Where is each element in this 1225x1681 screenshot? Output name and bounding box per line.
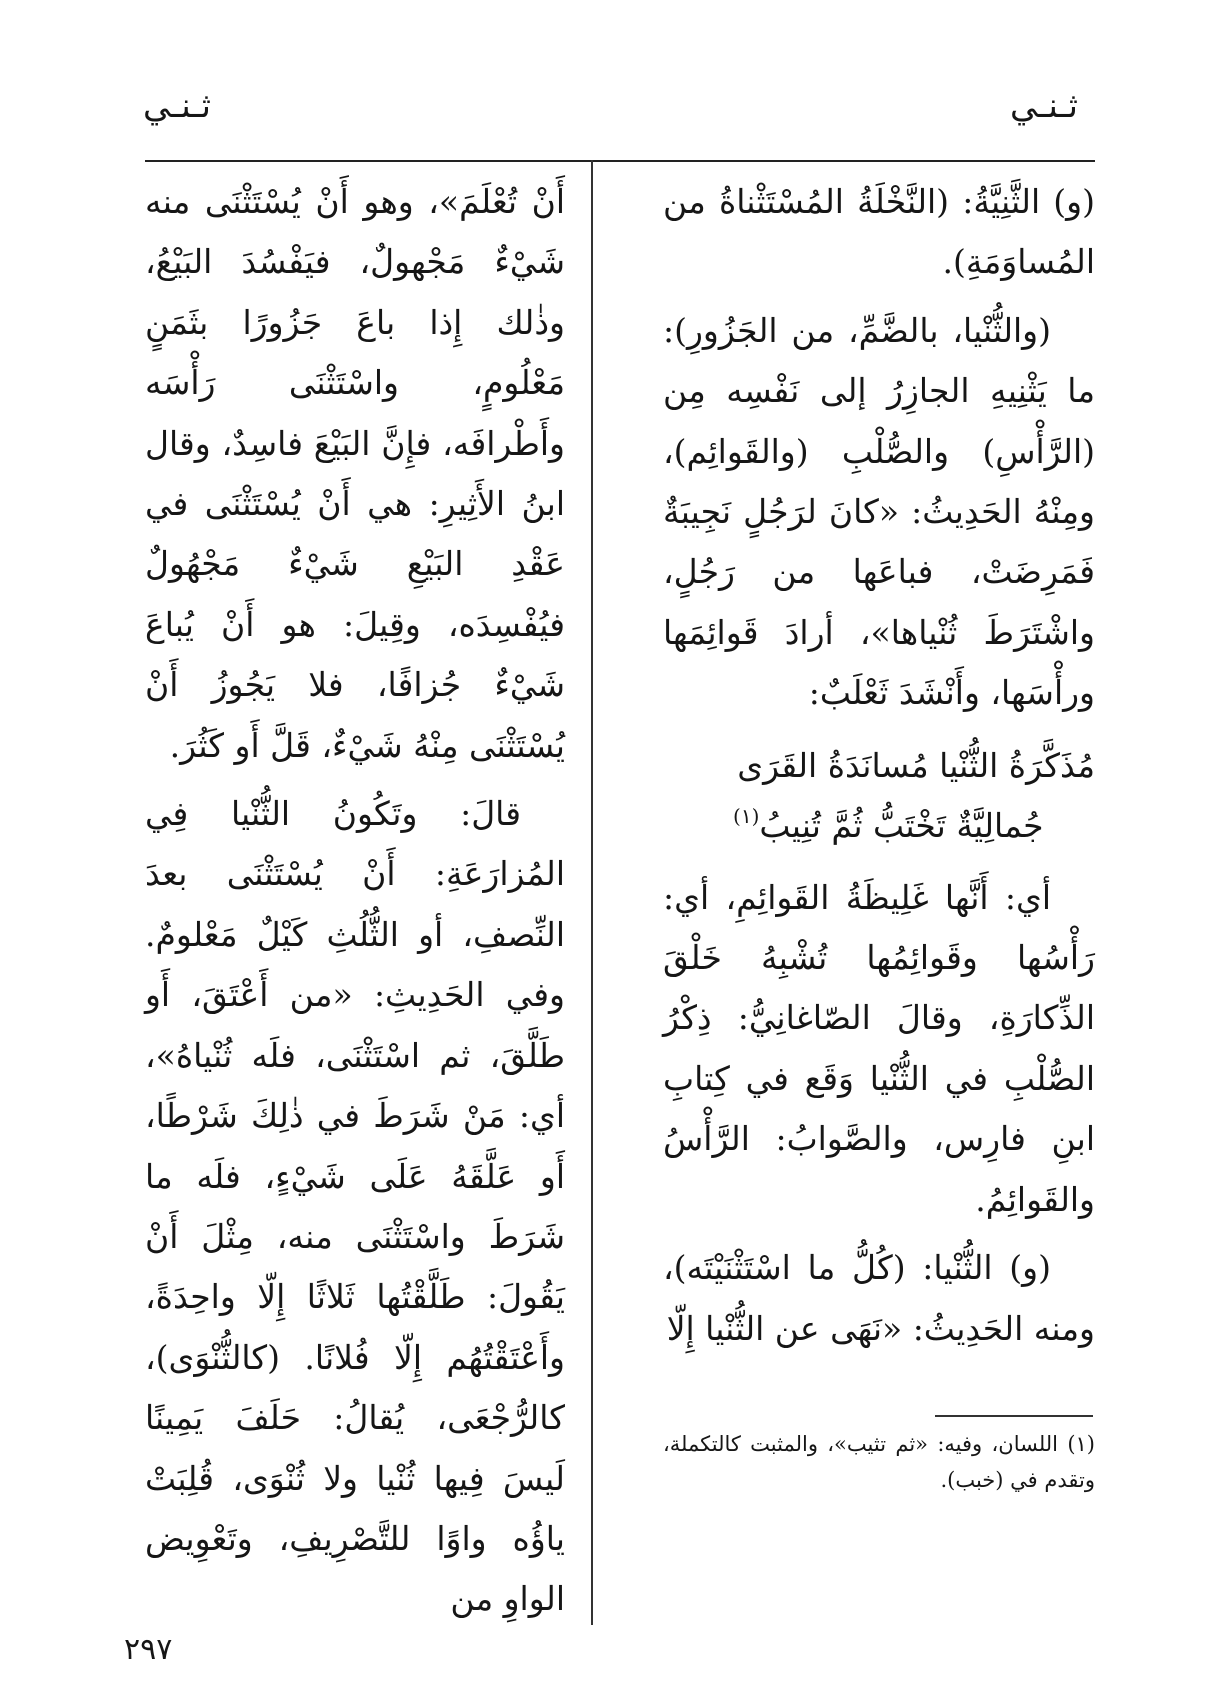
header-rule: [145, 160, 1095, 162]
right-column: [663, 172, 1095, 1359]
verse-hemistich-1: مُذَكَّرَةُ الثُّنْيا مُسانَدَةُ القَرَى: [737, 745, 1095, 785]
poetry-verse: [663, 736, 1095, 856]
entry-paragraph: (والثُّنْيا، بالضَّمِّ، من الجَزُورِ): ما يَثْنِيهِ الجازِرُ إلى نَفْسِه مِن (الرَّأْسِ) والصُّلْبِ (والقَوائِم)، ومِنْهُ الحَدِيثُ: «كانَ لرَجُلٍ نَجِيبَةٌ فَمَرِضَتْ، فباعَها من رَجُلٍ، واشْتَرَطَ ثُنْياها»، أرادَ قَوائِمَها ورأْسَها، وأَنْشَدَ ثَعْلَبٌ:: [663, 310, 1095, 713]
entry-paragraph: (و) الثَّنِيَّةُ: (النَّخْلَةُ المُسْتَثْناةُ من المُساوَمَةِ).: [663, 182, 1095, 282]
entry-paragraph: أي: أَنَّها غَلِيظَةُ القَوائِمِ، أي: رَأْسُها وقَوائِمُها تُشْبِهُ خَلْقَ الذِّكارَةِ، وقالَ الصّاغانِيُّ: ذِكْرُ الصُّلْبِ في الثُّنْيا وَقَع في كِتابِ ابنِ فارِس، والصَّوابُ: الرَّأْسُ والقَوائِمُ.: [663, 877, 1095, 1219]
footnote-marker: (١): [733, 803, 760, 828]
page-number: ٢٩٧: [124, 1632, 173, 1667]
verse-hemistich-2: [663, 796, 1095, 856]
entry-paragraph: أَنْ تُعْلَمَ»، وهو أَنْ يُسْتَثْنَى منه شَيْءٌ مَجْهولٌ، فيَفْسُدَ البَيْعُ، وذٰلك إِذا باعَ جَزُورًا بثَمَنٍ مَعْلُومٍ، واسْتَثْنَى رَأْسَه وأَطْرافَه، فإِنَّ البَيْعَ فاسِدٌ، وقال ابنُ الأَثِيرِ: هي أَنْ يُسْتَثْنَى في عَقْدِ البَيْعِ شَيْءٌ مَجْهُولٌ فيُفْسِدَه، وقِيلَ: هو أَنْ يُباعَ شَيْءٌ جُزافًا، فلا يَجُوزُ أَنْ يُسْتَثْنَى مِنْهُ شَيْءٌ، قَلَّ أَو كَثُرَ.: [145, 182, 565, 765]
running-header-left: ثـنـي: [143, 86, 211, 126]
entry-paragraph: (و) الثُّنْيا: (كُلُّ ما اسْتَثْنَيْتَه)، ومنه الحَدِيثُ: «نَهَى عن الثُّنْيا إِلّا: [663, 1248, 1095, 1348]
column-divider: [591, 160, 593, 1625]
running-header-right: ثـنـي: [1010, 86, 1078, 126]
footnote-rule: [935, 1415, 1093, 1417]
verse-hemistich-2-text: جُمالِيَّةٌ تَخْتَبُّ ثُمَّ تُنِيبُ: [759, 805, 1044, 845]
footnote: (١) اللسان، وفيه: «ثم تثيب»، والمثبت كالتكملة، وتقدم في (خبب).: [663, 1432, 1095, 1492]
entry-paragraph: قالَ: وتَكُونُ الثُّنْيا فِي المُزارَعَةِ: أَنْ يُسْتَثْنَى بعدَ النِّصفِ، أو الثُّلُثِ كَيْلٌ مَعْلومٌ. وفي الحَدِيثِ: «من أَعْتَقَ، أَو طَلَّقَ، ثم اسْتَثْنَى، فلَه ثُنْياهُ»، أي: مَنْ شَرَطَ في ذٰلِكَ شَرْطًا، أَو عَلَّقَهُ عَلَى شَيْءٍ، فلَه ما شَرَطَ واسْتَثْنَى منه، مِثْلَ أَنْ يَقُولَ: طَلَّقْتُها ثَلاثًا إِلّا واحِدَةً، وأَعْتَقْتُهُم إِلّا فُلانًا. (كالثُّنْوَى)، كالرُّجْعَى، يُقالُ: حَلَفَ يَمِينًا لَيسَ فِيها ثُنْيا ولا ثُنْوَى، قُلِبَتْ ياؤُه واوًا للتَّصْرِيفِ، وتَعْوِيض الواوِ من: [145, 794, 565, 1619]
left-column: [145, 172, 565, 1630]
